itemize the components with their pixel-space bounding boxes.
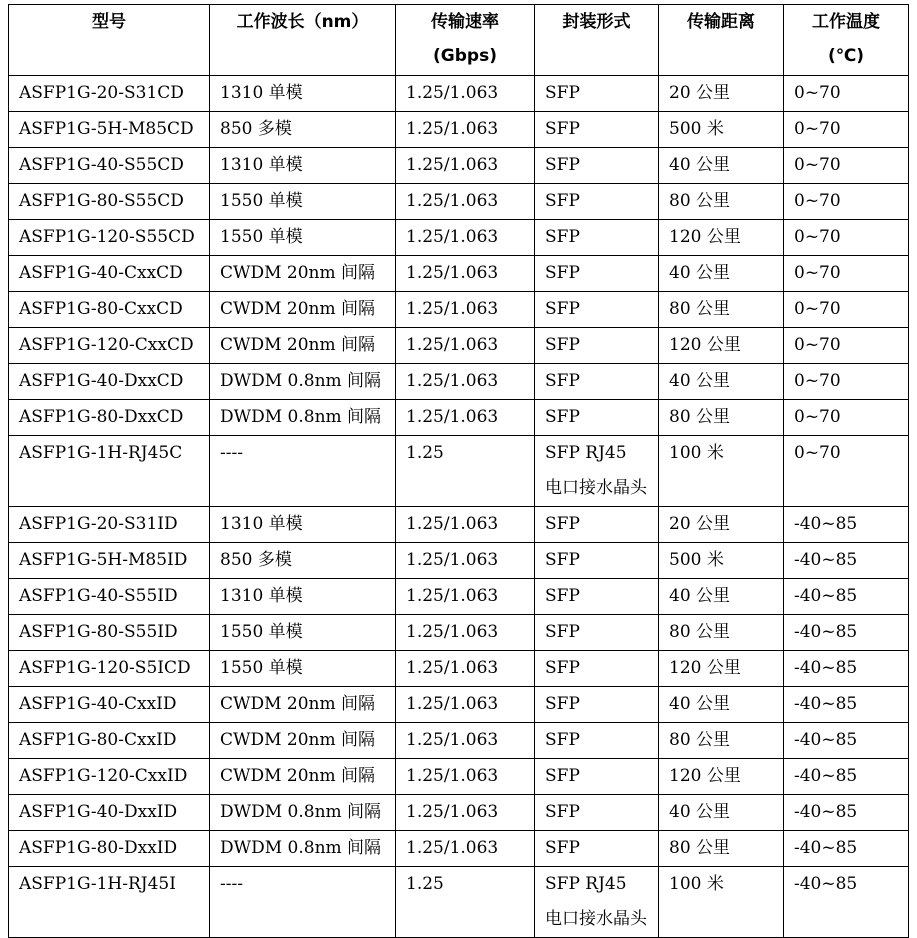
cell-package: SFP [535,615,659,651]
cell-rate: 1.25/1.063 [396,615,535,651]
cell-temperature: 0~70 [784,112,909,148]
cell-wavelength: 1550 单模 [210,184,396,220]
cell-temperature: -40~85 [784,687,909,723]
cell-package: SFP [535,148,659,184]
cell-model: ASFP1G-80-DxxID [9,831,210,867]
header-temperature: 工作温度 (℃) [784,5,909,76]
cell-wavelength: CWDM 20nm 间隔 [210,687,396,723]
cell-rate: 1.25/1.063 [396,184,535,220]
cell-distance: 40 公里 [659,579,784,615]
cell-temperature: -40~85 [784,543,909,579]
cell-distance: 500 米 [659,543,784,579]
cell-temperature: 0~70 [784,220,909,256]
cell-wavelength: 1550 单模 [210,220,396,256]
cell-rate: 1.25/1.063 [396,400,535,436]
cell-wavelength: 1550 单模 [210,615,396,651]
cell-rate: 1.25/1.063 [396,759,535,795]
cell-model: ASFP1G-120-S5ICD [9,651,210,687]
table-row [9,436,909,507]
cell-rate: 1.25/1.063 [396,364,535,400]
table-row [9,364,909,400]
cell-distance: 120 公里 [659,328,784,364]
cell-model: ASFP1G-80-CxxID [9,723,210,759]
cell-model: ASFP1G-120-CxxID [9,759,210,795]
cell-model: ASFP1G-1H-RJ45I [9,867,210,938]
table-body [9,76,909,938]
cell-wavelength: 1310 单模 [210,76,396,112]
cell-wavelength: 1310 单模 [210,507,396,543]
header-row [9,5,909,76]
cell-temperature: -40~85 [784,831,909,867]
cell-wavelength: 1550 单模 [210,651,396,687]
cell-wavelength: CWDM 20nm 间隔 [210,328,396,364]
cell-temperature: 0~70 [784,328,909,364]
cell-temperature: -40~85 [784,723,909,759]
cell-rate: 1.25/1.063 [396,723,535,759]
cell-rate: 1.25 [396,436,535,507]
cell-distance: 500 米 [659,112,784,148]
cell-distance: 40 公里 [659,256,784,292]
cell-temperature: -40~85 [784,867,909,938]
cell-model: ASFP1G-40-S55ID [9,579,210,615]
cell-distance: 100 米 [659,436,784,507]
cell-model: ASFP1G-40-DxxID [9,795,210,831]
cell-wavelength: 850 多模 [210,543,396,579]
cell-package: SFP [535,507,659,543]
cell-rate: 1.25/1.063 [396,831,535,867]
cell-model: ASFP1G-1H-RJ45C [9,436,210,507]
cell-package: SFP [535,831,659,867]
cell-distance: 40 公里 [659,364,784,400]
cell-wavelength: DWDM 0.8nm 间隔 [210,400,396,436]
cell-wavelength: CWDM 20nm 间隔 [210,759,396,795]
table-row [9,328,909,364]
cell-temperature: 0~70 [784,148,909,184]
table-row [9,867,909,938]
header-rate: 传输速率 (Gbps) [396,5,535,76]
table-row [9,723,909,759]
cell-package: SFP [535,256,659,292]
cell-model: ASFP1G-80-CxxCD [9,292,210,328]
spec-table-container [8,4,909,938]
table-row [9,256,909,292]
cell-distance: 80 公里 [659,400,784,436]
cell-distance: 80 公里 [659,292,784,328]
table-row [9,292,909,328]
cell-temperature: -40~85 [784,795,909,831]
cell-temperature: 0~70 [784,256,909,292]
cell-model: ASFP1G-20-S31CD [9,76,210,112]
cell-model: ASFP1G-40-DxxCD [9,364,210,400]
cell-wavelength: DWDM 0.8nm 间隔 [210,795,396,831]
cell-rate: 1.25/1.063 [396,256,535,292]
cell-distance: 20 公里 [659,76,784,112]
header-distance: 传输距离 [659,5,784,76]
table-row [9,543,909,579]
cell-package: SFP [535,651,659,687]
cell-distance: 20 公里 [659,507,784,543]
cell-temperature: 0~70 [784,400,909,436]
table-row [9,759,909,795]
cell-temperature: -40~85 [784,579,909,615]
cell-rate: 1.25/1.063 [396,328,535,364]
cell-package: SFP [535,112,659,148]
header-package: 封装形式 [535,5,659,76]
cell-model: ASFP1G-80-S55CD [9,184,210,220]
cell-package: SFP [535,220,659,256]
cell-wavelength: DWDM 0.8nm 间隔 [210,831,396,867]
cell-model: ASFP1G-40-CxxCD [9,256,210,292]
cell-wavelength: 1310 单模 [210,579,396,615]
cell-distance: 100 米 [659,867,784,938]
table-row [9,400,909,436]
cell-package: SFP [535,543,659,579]
cell-rate: 1.25/1.063 [396,220,535,256]
cell-package: SFP [535,759,659,795]
cell-model: ASFP1G-80-S55ID [9,615,210,651]
cell-package: SFP [535,328,659,364]
cell-rate: 1.25/1.063 [396,687,535,723]
cell-wavelength: CWDM 20nm 间隔 [210,256,396,292]
cell-rate: 1.25/1.063 [396,112,535,148]
table-row [9,507,909,543]
cell-rate: 1.25/1.063 [396,543,535,579]
cell-rate: 1.25/1.063 [396,795,535,831]
cell-temperature: -40~85 [784,759,909,795]
table-row [9,579,909,615]
cell-rate: 1.25/1.063 [396,507,535,543]
table-row [9,112,909,148]
cell-rate: 1.25 [396,867,535,938]
cell-distance: 80 公里 [659,831,784,867]
cell-rate: 1.25/1.063 [396,579,535,615]
cell-distance: 120 公里 [659,759,784,795]
cell-temperature: 0~70 [784,184,909,220]
cell-distance: 120 公里 [659,220,784,256]
cell-model: ASFP1G-120-CxxCD [9,328,210,364]
table-row [9,615,909,651]
table-row [9,651,909,687]
cell-package: SFP [535,400,659,436]
cell-rate: 1.25/1.063 [396,148,535,184]
table-row [9,831,909,867]
cell-temperature: 0~70 [784,436,909,507]
cell-model: ASFP1G-120-S55CD [9,220,210,256]
cell-distance: 80 公里 [659,723,784,759]
cell-package: SFP [535,292,659,328]
cell-distance: 40 公里 [659,687,784,723]
cell-model: ASFP1G-40-CxxID [9,687,210,723]
cell-temperature: -40~85 [784,615,909,651]
cell-model: ASFP1G-5H-M85CD [9,112,210,148]
cell-wavelength: ---- [210,436,396,507]
cell-wavelength: 850 多模 [210,112,396,148]
cell-package: SFP [535,579,659,615]
cell-package: SFP RJ45 电口接水晶头 [535,867,659,938]
cell-model: ASFP1G-80-DxxCD [9,400,210,436]
table-row [9,184,909,220]
header-model: 型号 [9,5,210,76]
cell-distance: 40 公里 [659,148,784,184]
cell-model: ASFP1G-40-S55CD [9,148,210,184]
cell-package: SFP [535,76,659,112]
table-row [9,220,909,256]
table-row [9,687,909,723]
spec-table [8,4,909,938]
cell-temperature: -40~85 [784,507,909,543]
cell-wavelength: 1310 单模 [210,148,396,184]
cell-distance: 80 公里 [659,184,784,220]
cell-model: ASFP1G-5H-M85ID [9,543,210,579]
cell-package: SFP [535,795,659,831]
cell-distance: 120 公里 [659,651,784,687]
cell-wavelength: CWDM 20nm 间隔 [210,292,396,328]
table-row [9,148,909,184]
header-wavelength: 工作波长（nm） [210,5,396,76]
cell-wavelength: ---- [210,867,396,938]
cell-temperature: 0~70 [784,364,909,400]
cell-temperature: 0~70 [784,76,909,112]
table-row [9,76,909,112]
cell-wavelength: DWDM 0.8nm 间隔 [210,364,396,400]
cell-rate: 1.25/1.063 [396,76,535,112]
cell-model: ASFP1G-20-S31ID [9,507,210,543]
cell-temperature: 0~70 [784,292,909,328]
cell-temperature: -40~85 [784,651,909,687]
cell-distance: 40 公里 [659,795,784,831]
cell-package: SFP [535,364,659,400]
cell-package: SFP [535,687,659,723]
cell-rate: 1.25/1.063 [396,292,535,328]
cell-distance: 80 公里 [659,615,784,651]
cell-package: SFP [535,723,659,759]
cell-package: SFP [535,184,659,220]
cell-wavelength: CWDM 20nm 间隔 [210,723,396,759]
table-row [9,795,909,831]
cell-rate: 1.25/1.063 [396,651,535,687]
cell-package: SFP RJ45 电口接水晶头 [535,436,659,507]
